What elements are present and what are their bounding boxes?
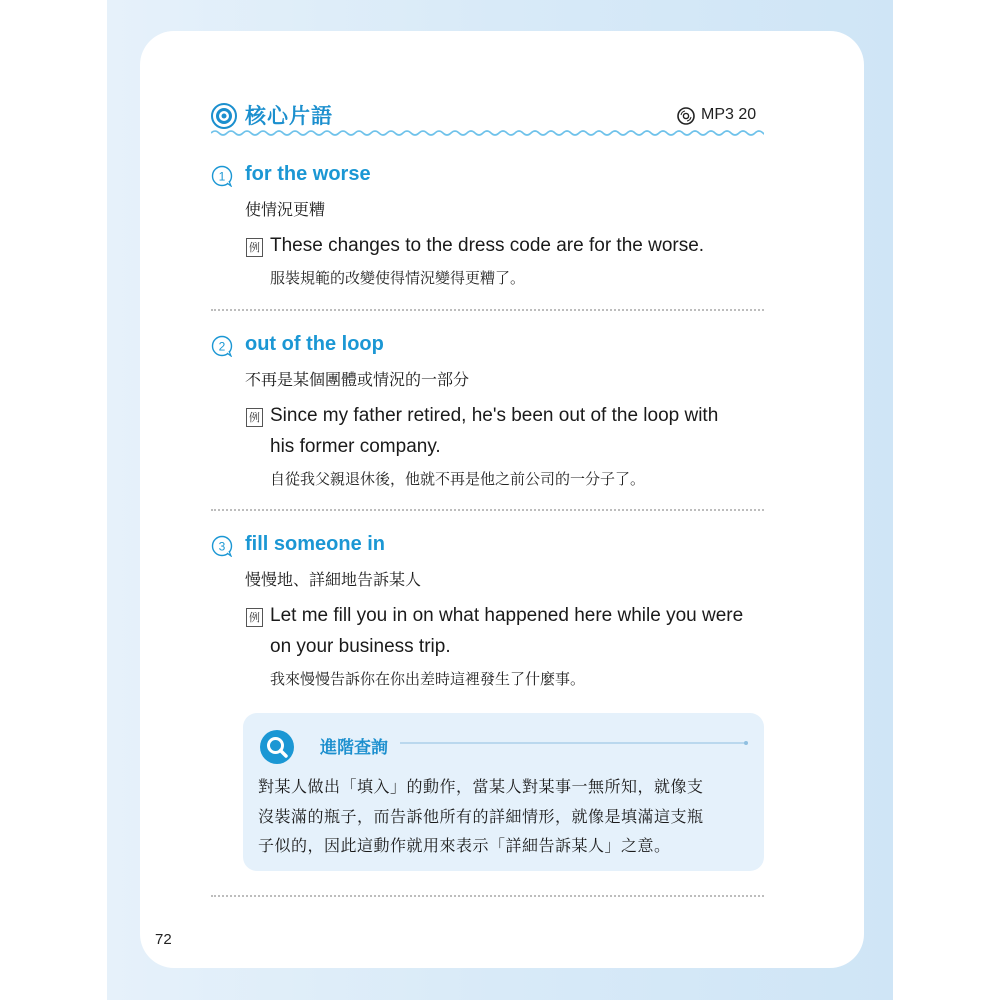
example-translation: 我來慢慢告訴你在你出差時這裡發生了什麼事。 bbox=[270, 670, 586, 688]
target-icon bbox=[211, 103, 237, 129]
advanced-text-line-2: 沒裝滿的瓶子，而告訴他所有的詳細情形，就像是填滿這支瓶 bbox=[258, 807, 704, 826]
example-sentence: These changes to the dress code are for the worse. bbox=[270, 235, 705, 256]
number-badge-3-icon bbox=[211, 535, 233, 557]
dotted-divider bbox=[211, 309, 764, 311]
number-badge-1-icon bbox=[211, 165, 233, 187]
advanced-title: 進階查詢 bbox=[320, 738, 388, 758]
svg-text:1: 1 bbox=[218, 169, 226, 184]
phrase-meaning: 使情況更糟 bbox=[245, 200, 326, 219]
phrase-title: for the worse bbox=[245, 163, 371, 185]
example-marker: 例 bbox=[246, 408, 263, 427]
phrase-title: out of the loop bbox=[245, 333, 384, 355]
page-number: 72 bbox=[155, 931, 172, 948]
wavy-divider bbox=[211, 128, 764, 138]
cd-icon bbox=[677, 107, 695, 125]
phrase-title: fill someone in bbox=[245, 533, 386, 555]
advanced-text-line-3: 子似的，因此這動作就用來表示「詳細告訴某人」之意。 bbox=[258, 836, 671, 855]
example-marker: 例 bbox=[246, 608, 263, 627]
dotted-divider bbox=[211, 895, 764, 897]
example-sentence-line-2: his former company. bbox=[270, 436, 441, 457]
phrase-meaning: 慢慢地、詳細地告訴某人 bbox=[245, 570, 422, 589]
example-sentence-line-1: Let me fill you in on what happened here while you were bbox=[270, 605, 744, 626]
number-badge-2-icon bbox=[211, 335, 233, 357]
magnifier-icon bbox=[259, 729, 295, 765]
example-sentence-line-2: on your business trip. bbox=[270, 636, 451, 657]
svg-text:2: 2 bbox=[218, 339, 226, 354]
advanced-text-line-1: 對某人做出「填入」的動作，當某人對某事一無所知，就像支 bbox=[258, 777, 704, 796]
audio-track-label: MP3 20 bbox=[701, 106, 757, 123]
example-translation: 服裝規範的改變使得情況變得更糟了。 bbox=[270, 269, 526, 287]
section-title: 核心片語 bbox=[245, 104, 333, 128]
example-translation: 自從我父親退休後，他就不再是他之前公司的一分子了。 bbox=[270, 470, 646, 488]
phrase-meaning: 不再是某個團體或情況的一部分 bbox=[245, 370, 470, 389]
svg-text:3: 3 bbox=[218, 539, 226, 554]
callout-rule bbox=[400, 740, 750, 746]
example-marker: 例 bbox=[246, 238, 263, 257]
example-sentence-line-1: Since my father retired, he's been out of the loop with bbox=[270, 405, 719, 426]
dotted-divider bbox=[211, 509, 764, 511]
